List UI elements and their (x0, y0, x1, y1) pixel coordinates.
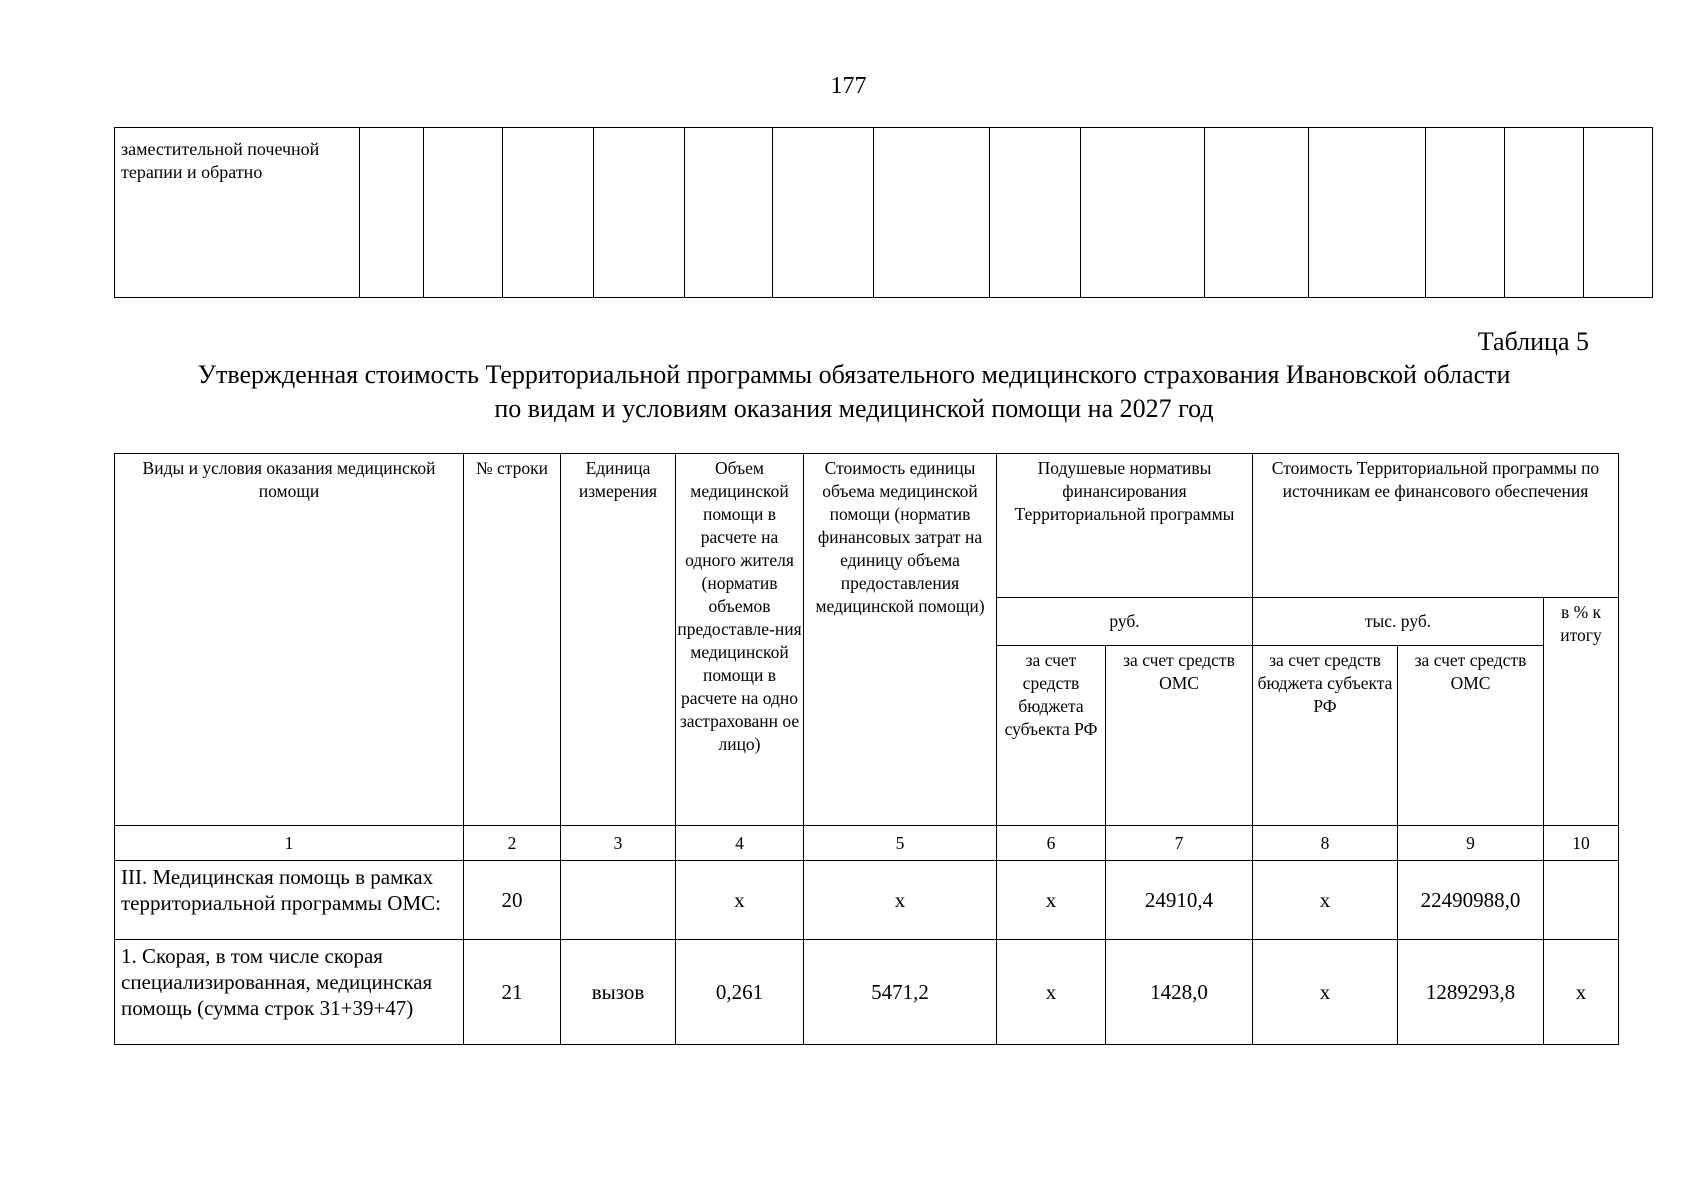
column-number: 4 (676, 826, 804, 861)
table-title-line-2: по видам и условиям оказания медицинской помощи на 2027 год (494, 394, 1214, 423)
row-norm-budget: х (997, 940, 1106, 1045)
header-unit-cost: Стоимость единицы объема медицинской помощи (норматив финансовых затрат на единицу объема предоставления медицинской помощи) (804, 454, 997, 826)
row-total-budget: х (1253, 940, 1398, 1045)
table-title-line-1: Утвержденная стоимость Территориальной программы обязательного медицинского страхования Ивановской области (197, 360, 1511, 389)
row-unit-cost: х (804, 861, 997, 940)
column-number: 2 (464, 826, 561, 861)
header-total-oms: за счет средств ОМС (1398, 646, 1544, 826)
column-number: 7 (1106, 826, 1253, 861)
header-norm-oms: за счет средств ОМС (1106, 646, 1253, 826)
row-total-oms: 22490988,0 (1398, 861, 1544, 940)
row-volume: х (676, 861, 804, 940)
row-total-oms: 1289293,8 (1398, 940, 1544, 1045)
row-norm-oms: 24910,4 (1106, 861, 1253, 940)
header-rub: руб. (997, 598, 1253, 646)
table-row (115, 128, 1653, 298)
row-line-number: 20 (464, 861, 561, 940)
column-number: 9 (1398, 826, 1544, 861)
column-numbers-row (115, 826, 1619, 861)
header-unit: Единица измерения (561, 454, 676, 826)
header-total-budget: за счет средств бюджета субъекта РФ (1253, 646, 1398, 826)
row-volume: 0,261 (676, 940, 804, 1045)
column-number: 5 (804, 826, 997, 861)
row-name: III. Медицинская помощь в рамках территориальной программы ОМС: (115, 861, 464, 940)
header-percent: в % к итогу (1544, 598, 1619, 826)
header-volume: Объем медицинской помощи в расчете на одного жителя (норматив объемов предоставле-ния медицинской помощи в расчете на одно застрахованн ое лицо) (676, 454, 804, 826)
header-kinds: Виды и условия оказания медицинской помощи (115, 454, 464, 826)
column-number: 3 (561, 826, 676, 861)
previous-row-name-cell (115, 128, 360, 298)
row-name: 1. Скорая, в том числе скорая специализированная, медицинская помощь (сумма строк 31+39+47) (115, 940, 464, 1045)
row-unit: вызов (561, 940, 676, 1045)
table-title (114, 358, 1594, 426)
column-number: 6 (997, 826, 1106, 861)
page-number: 177 (830, 73, 867, 99)
column-number: 8 (1253, 826, 1398, 861)
header-norm-budget: за счет средств бюджета субъекта РФ (997, 646, 1106, 826)
header-per-capita-norms: Подушевые нормативы финансирования Территориальной программы (997, 454, 1253, 598)
table-row (115, 861, 1619, 940)
table-label: Таблица 5 (1477, 327, 1589, 356)
row-norm-budget: х (997, 861, 1106, 940)
row-line-number: 21 (464, 940, 561, 1045)
cost-table (114, 453, 1619, 1045)
row-unit-cost: 5471,2 (804, 940, 997, 1045)
column-number: 10 (1544, 826, 1619, 861)
header-program-cost: Стоимость Территориальной программы по источникам ее финансового обеспечения (1253, 454, 1619, 598)
header-row-1 (115, 454, 1619, 598)
row-norm-oms: 1428,0 (1106, 940, 1253, 1045)
row-unit (561, 861, 676, 940)
table-row (115, 940, 1619, 1045)
header-thous-rub: тыс. руб. (1253, 598, 1544, 646)
previous-row-text: заместительной почечной терапии и обратно (121, 139, 320, 182)
row-total-budget: х (1253, 861, 1398, 940)
row-percent: х (1544, 940, 1619, 1045)
row-percent (1544, 861, 1619, 940)
previous-page-table-fragment (114, 127, 1653, 298)
header-line-number: № строки (464, 454, 561, 826)
column-number: 1 (115, 826, 464, 861)
